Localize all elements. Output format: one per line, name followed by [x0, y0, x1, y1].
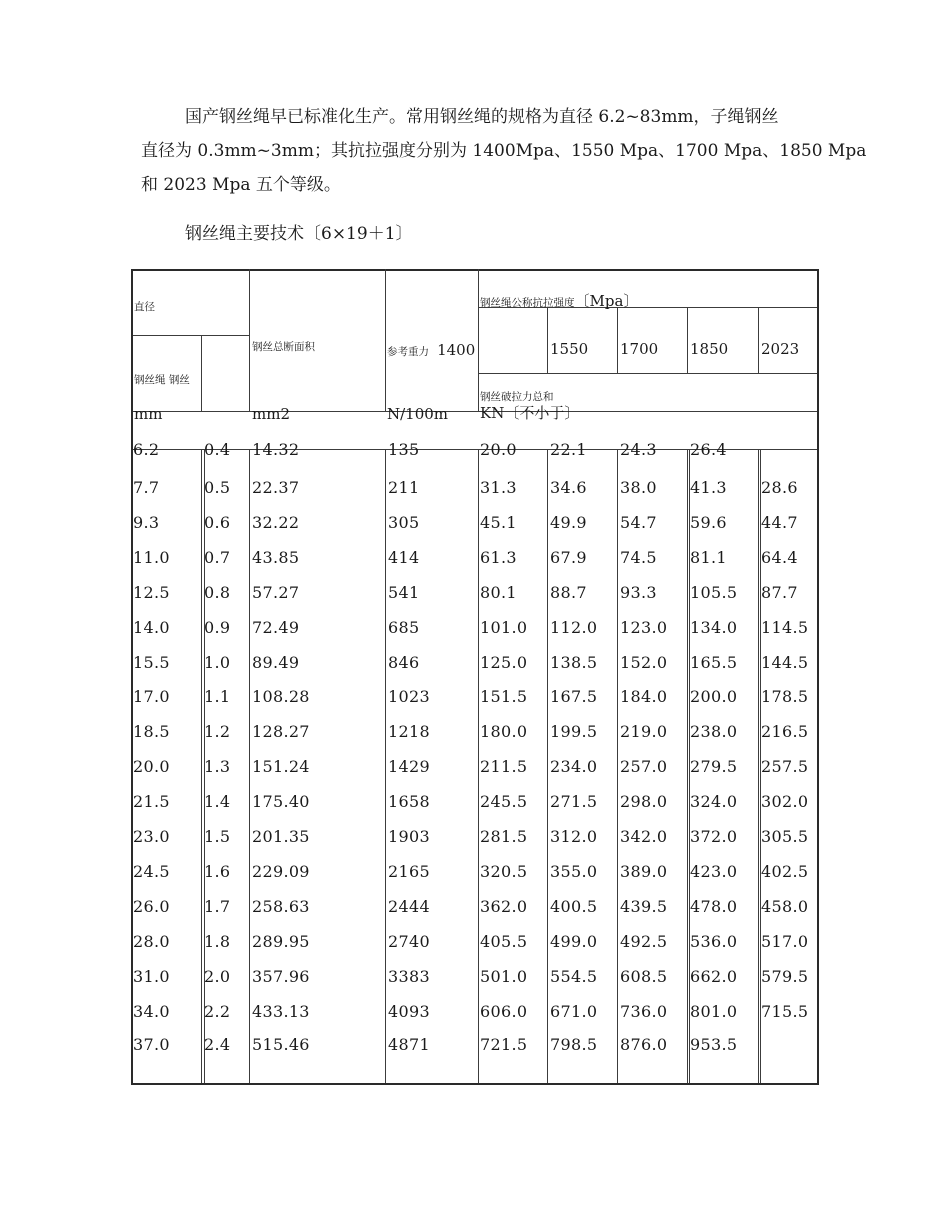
cell-force-1400: 405.5 [480, 932, 528, 951]
unit-area: mm2 [252, 405, 290, 423]
table-row [131, 722, 819, 757]
unit-weight: N/100m [387, 405, 449, 423]
cell-force-1700: 74.5 [620, 548, 657, 567]
cell-area: 357.96 [252, 967, 310, 986]
cell-area: 14.32 [252, 440, 300, 459]
cell-force-1700: 736.0 [620, 1002, 668, 1021]
cell-force-2023: 458.0 [761, 897, 809, 916]
cell-force-1400: 31.3 [480, 478, 517, 497]
cell-force-1700: 24.3 [620, 440, 657, 459]
cell-wire-dia: 0.9 [204, 618, 231, 637]
cell-force-1700: 876.0 [620, 1035, 668, 1054]
cell-area: 151.24 [252, 757, 310, 776]
cell-force-1850: 536.0 [690, 932, 738, 951]
cell-force-1850: 26.4 [690, 440, 727, 459]
cell-weight: 2444 [388, 897, 430, 916]
cell-force-2023: 28.6 [761, 478, 798, 497]
cell-area: 22.37 [252, 478, 300, 497]
cell-area: 258.63 [252, 897, 310, 916]
cell-diameter-mm: 31.0 [133, 967, 170, 986]
cell-force-1550: 271.5 [550, 792, 598, 811]
cell-diameter-mm: 34.0 [133, 1002, 170, 1021]
cell-force-2023: 44.7 [761, 513, 798, 532]
cell-force-1700: 608.5 [620, 967, 668, 986]
cell-force-1400: 20.0 [480, 440, 517, 459]
cell-diameter-mm: 7.7 [133, 478, 160, 497]
cell-wire-dia: 0.5 [204, 478, 231, 497]
cell-weight: 1023 [388, 687, 430, 706]
cell-force-1550: 312.0 [550, 827, 598, 846]
cell-area: 108.28 [252, 687, 310, 706]
intro-line-2: 直径为 0.3mm~3mm；其抗拉强度分别为 1400Mpa、1550 Mpa、1700 Mpa、1850 Mpa [141, 141, 867, 161]
cell-force-1850: 134.0 [690, 618, 738, 637]
cell-diameter-mm: 28.0 [133, 932, 170, 951]
cell-force-1400: 362.0 [480, 897, 528, 916]
cell-diameter-mm: 23.0 [133, 827, 170, 846]
cell-force-1550: 199.5 [550, 722, 598, 741]
cell-force-1850: 662.0 [690, 967, 738, 986]
cell-wire-dia: 2.2 [204, 1002, 231, 1021]
table-row [131, 757, 819, 792]
table-row [131, 618, 819, 653]
cell-force-1550: 112.0 [550, 618, 598, 637]
cell-wire-dia: 0.7 [204, 548, 231, 567]
cell-diameter-mm: 14.0 [133, 618, 170, 637]
table-title: 钢丝绳主要技术〔6×19＋1〕 [185, 224, 413, 244]
cell-wire-dia: 1.1 [204, 687, 231, 706]
cell-force-1700: 184.0 [620, 687, 668, 706]
cell-force-1850: 238.0 [690, 722, 738, 741]
table-row [131, 653, 819, 688]
cell-diameter-mm: 21.5 [133, 792, 170, 811]
cell-force-2023: 402.5 [761, 862, 809, 881]
table-row [131, 440, 819, 475]
table-row [131, 583, 819, 618]
cell-force-1700: 298.0 [620, 792, 668, 811]
header-strength-label: 钢丝绳公称抗拉强度 [480, 297, 575, 309]
header-diameter: 直径 [134, 301, 155, 313]
cell-diameter-mm: 12.5 [133, 583, 170, 602]
cell-area: 43.85 [252, 548, 300, 567]
header-weight-label: 参考重力 [387, 346, 429, 358]
cell-weight: 1218 [388, 722, 430, 741]
cell-force-1550: 49.9 [550, 513, 587, 532]
cell-force-1850: 165.5 [690, 653, 738, 672]
steel-rope-spec-table [131, 269, 819, 1085]
cell-area: 201.35 [252, 827, 310, 846]
cell-force-1850: 423.0 [690, 862, 738, 881]
cell-wire-dia: 1.5 [204, 827, 231, 846]
cell-area: 89.49 [252, 653, 300, 672]
cell-force-1550: 167.5 [550, 687, 598, 706]
header-s1400: 1400 [437, 341, 476, 359]
cell-weight: 685 [388, 618, 420, 637]
cell-force-1550: 22.1 [550, 440, 587, 459]
cell-force-1550: 798.5 [550, 1035, 598, 1054]
table-row [131, 478, 819, 513]
cell-force-1550: 400.5 [550, 897, 598, 916]
cell-weight: 211 [388, 478, 420, 497]
cell-area: 32.22 [252, 513, 300, 532]
cell-force-1400: 721.5 [480, 1035, 528, 1054]
cell-wire-dia: 0.4 [204, 440, 231, 459]
table-row [131, 1035, 819, 1070]
cell-force-1700: 257.0 [620, 757, 668, 776]
cell-area: 57.27 [252, 583, 300, 602]
cell-force-1850: 372.0 [690, 827, 738, 846]
cell-wire-dia: 0.8 [204, 583, 231, 602]
cell-force-1550: 499.0 [550, 932, 598, 951]
table-row [131, 792, 819, 827]
cell-diameter-mm: 6.2 [133, 440, 160, 459]
cell-force-1400: 211.5 [480, 757, 528, 776]
cell-wire-dia: 1.8 [204, 932, 231, 951]
cell-force-1700: 492.5 [620, 932, 668, 951]
cell-weight: 1429 [388, 757, 430, 776]
cell-force-1550: 34.6 [550, 478, 587, 497]
header-s1850: 1850 [690, 340, 729, 358]
cell-weight: 2165 [388, 862, 430, 881]
table-row [131, 932, 819, 967]
header-total-area: 钢丝总断面积 [252, 341, 315, 353]
table-row [131, 687, 819, 722]
intro-line-3: 和 2023 Mpa 五个等级。 [141, 175, 341, 195]
cell-weight: 414 [388, 548, 420, 567]
table-row [131, 1002, 819, 1037]
table-row [131, 967, 819, 1002]
cell-force-1400: 281.5 [480, 827, 528, 846]
cell-weight: 4871 [388, 1035, 430, 1054]
header-strength-unit: 〔Mpa〕 [574, 292, 639, 310]
cell-force-1700: 123.0 [620, 618, 668, 637]
cell-force-1400: 80.1 [480, 583, 517, 602]
cell-diameter-mm: 9.3 [133, 513, 160, 532]
cell-force-2023: 87.7 [761, 583, 798, 602]
table-row [131, 897, 819, 932]
cell-force-1400: 101.0 [480, 618, 528, 637]
cell-wire-dia: 2.4 [204, 1035, 231, 1054]
cell-force-2023: 257.5 [761, 757, 809, 776]
cell-force-1850: 59.6 [690, 513, 727, 532]
header-rope-wire: 钢丝绳 钢丝 [134, 374, 190, 386]
cell-area: 229.09 [252, 862, 310, 881]
cell-wire-dia: 1.2 [204, 722, 231, 741]
cell-diameter-mm: 26.0 [133, 897, 170, 916]
cell-force-1850: 41.3 [690, 478, 727, 497]
header-s2023: 2023 [761, 340, 800, 358]
table-row [131, 827, 819, 862]
cell-force-1550: 671.0 [550, 1002, 598, 1021]
cell-area: 289.95 [252, 932, 310, 951]
intro-paragraph [141, 100, 867, 202]
cell-force-1850: 324.0 [690, 792, 738, 811]
cell-weight: 541 [388, 583, 420, 602]
cell-wire-dia: 0.6 [204, 513, 231, 532]
cell-force-2023: 216.5 [761, 722, 809, 741]
cell-diameter-mm: 18.5 [133, 722, 170, 741]
cell-force-1700: 38.0 [620, 478, 657, 497]
cell-force-1550: 554.5 [550, 967, 598, 986]
cell-force-1400: 606.0 [480, 1002, 528, 1021]
cell-weight: 305 [388, 513, 420, 532]
cell-force-1400: 45.1 [480, 513, 517, 532]
cell-force-2023: 178.5 [761, 687, 809, 706]
cell-area: 72.49 [252, 618, 300, 637]
cell-force-1850: 801.0 [690, 1002, 738, 1021]
unit-diameter: mm [134, 405, 163, 423]
cell-weight: 4093 [388, 1002, 430, 1021]
header-nominal-strength [480, 290, 638, 311]
cell-diameter-mm: 17.0 [133, 687, 170, 706]
cell-force-1400: 501.0 [480, 967, 528, 986]
cell-force-1700: 439.5 [620, 897, 668, 916]
table-row [131, 513, 819, 548]
cell-force-1550: 88.7 [550, 583, 587, 602]
cell-force-1400: 125.0 [480, 653, 528, 672]
cell-wire-dia: 1.7 [204, 897, 231, 916]
cell-force-1850: 105.5 [690, 583, 738, 602]
cell-diameter-mm: 37.0 [133, 1035, 170, 1054]
cell-force-1400: 151.5 [480, 687, 528, 706]
cell-wire-dia: 1.6 [204, 862, 231, 881]
cell-force-1850: 953.5 [690, 1035, 738, 1054]
cell-force-1550: 234.0 [550, 757, 598, 776]
cell-diameter-mm: 20.0 [133, 757, 170, 776]
cell-weight: 1658 [388, 792, 430, 811]
header-s1700: 1700 [620, 340, 659, 358]
cell-force-1400: 61.3 [480, 548, 517, 567]
cell-force-1700: 152.0 [620, 653, 668, 672]
cell-force-1700: 219.0 [620, 722, 668, 741]
header-s1550: 1550 [550, 340, 589, 358]
header-weight [387, 340, 475, 359]
cell-force-1850: 279.5 [690, 757, 738, 776]
cell-wire-dia: 1.3 [204, 757, 231, 776]
cell-force-1400: 320.5 [480, 862, 528, 881]
intro-line-1: 国产钢丝绳早已标准化生产。常用钢丝绳的规格为直径 6.2~83mm，子绳钢丝 [185, 107, 779, 127]
cell-force-1700: 54.7 [620, 513, 657, 532]
cell-force-1850: 81.1 [690, 548, 727, 567]
cell-weight: 2740 [388, 932, 430, 951]
cell-force-2023: 144.5 [761, 653, 809, 672]
table-row [131, 862, 819, 897]
cell-force-2023: 517.0 [761, 932, 809, 951]
header-breaking-force: 钢丝破拉力总和 [480, 391, 554, 403]
unit-force: KN〔不小于〕 [480, 404, 580, 422]
cell-weight: 3383 [388, 967, 430, 986]
cell-force-1550: 355.0 [550, 862, 598, 881]
cell-area: 433.13 [252, 1002, 310, 1021]
cell-force-1700: 93.3 [620, 583, 657, 602]
cell-force-1700: 389.0 [620, 862, 668, 881]
cell-force-1850: 478.0 [690, 897, 738, 916]
cell-force-1550: 67.9 [550, 548, 587, 567]
cell-force-1400: 180.0 [480, 722, 528, 741]
cell-weight: 846 [388, 653, 420, 672]
cell-force-1850: 200.0 [690, 687, 738, 706]
cell-force-1400: 245.5 [480, 792, 528, 811]
cell-force-2023: 302.0 [761, 792, 809, 811]
cell-wire-dia: 1.0 [204, 653, 231, 672]
cell-force-2023: 305.5 [761, 827, 809, 846]
cell-wire-dia: 2.0 [204, 967, 231, 986]
cell-force-1700: 342.0 [620, 827, 668, 846]
cell-force-1550: 138.5 [550, 653, 598, 672]
cell-force-2023: 579.5 [761, 967, 809, 986]
cell-diameter-mm: 24.5 [133, 862, 170, 881]
cell-force-2023: 715.5 [761, 1002, 809, 1021]
cell-weight: 1903 [388, 827, 430, 846]
cell-wire-dia: 1.4 [204, 792, 231, 811]
cell-force-2023: 64.4 [761, 548, 798, 567]
cell-area: 515.46 [252, 1035, 310, 1054]
table-row [131, 548, 819, 583]
cell-area: 128.27 [252, 722, 310, 741]
cell-diameter-mm: 11.0 [133, 548, 170, 567]
cell-diameter-mm: 15.5 [133, 653, 170, 672]
cell-force-2023: 114.5 [761, 618, 809, 637]
cell-weight: 135 [388, 440, 420, 459]
cell-area: 175.40 [252, 792, 310, 811]
